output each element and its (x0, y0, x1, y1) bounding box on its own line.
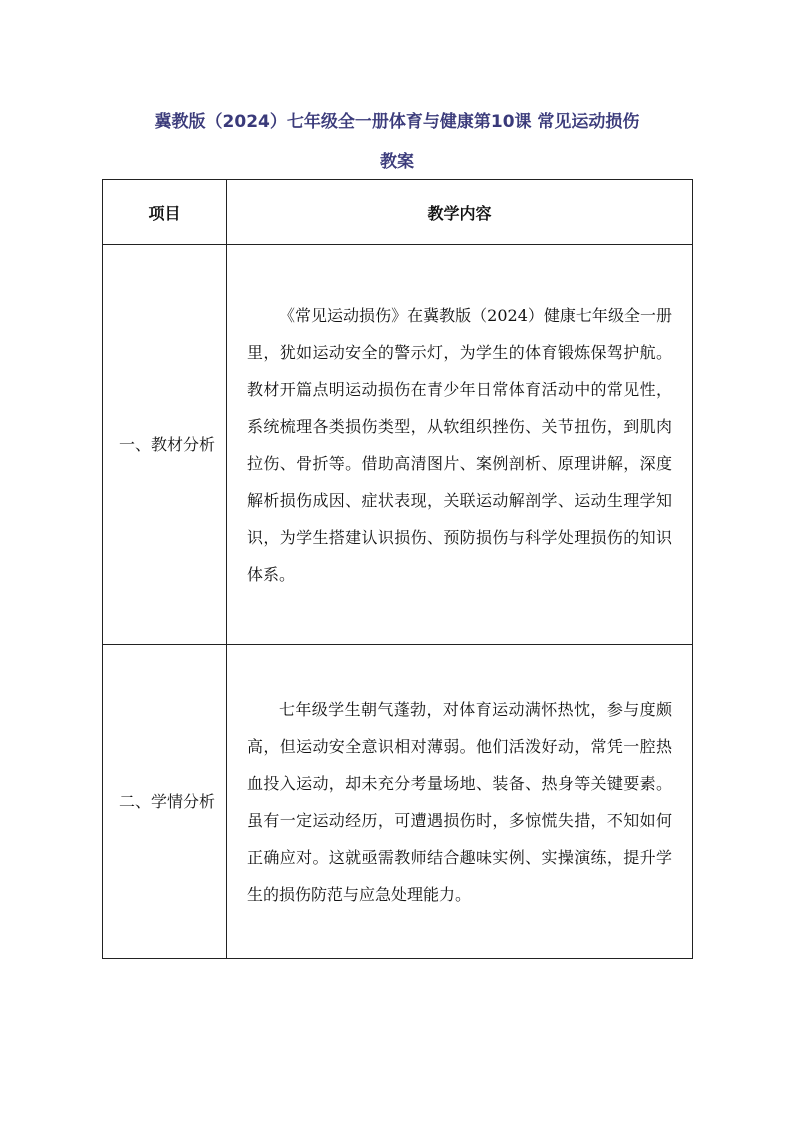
row-content (227, 245, 693, 645)
table-row-student-analysis (103, 645, 693, 959)
row-content-text: 《常见运动损伤》在冀教版（2024）健康七年级全一册里，犹如运动安全的警示灯，为学生的体育锻炼保驾护航。教材开篇点明运动损伤在青少年日常体育活动中的常见性，系统梳理各类损伤类型，从软组织挫伤、关节扭伤，到肌肉拉伤、骨折等。借助高清图片、案例剖析、原理讲解，深度解析损伤成因、症状表现，关联运动解剖学、运动生理学知识，为学生搭建认识损伤、预防损伤与科学处理损伤的知识体系。 (247, 305, 672, 584)
header-content: 教学内容 (227, 180, 693, 245)
row-item-label: 二、学情分析 (103, 645, 227, 959)
document-title: 冀教版（2024）七年级全一册体育与健康第10课 常见运动损伤 (154, 112, 640, 132)
document-title-continued: 教案 (380, 152, 414, 172)
lesson-plan-table (102, 179, 693, 959)
row-content-text: 七年级学生朝气蓬勃，对体育运动满怀热忱，参与度颇高，但运动安全意识相对薄弱。他们活泼好动，常凭一腔热血投入运动，却未充分考量场地、装备、热身等关键要素。虽有一定运动经历，可遭遇损伤时，多惊慌失措，不知如何正确应对。这就亟需教师结合趣味实例、实操演练，提升学生的损伤防范与应急处理能力。 (247, 699, 672, 904)
table-row-textbook-analysis (103, 245, 693, 645)
table-header-row (103, 180, 693, 245)
row-item-label: 一、教材分析 (103, 245, 227, 645)
header-item: 项目 (103, 180, 227, 245)
row-content (227, 645, 693, 959)
